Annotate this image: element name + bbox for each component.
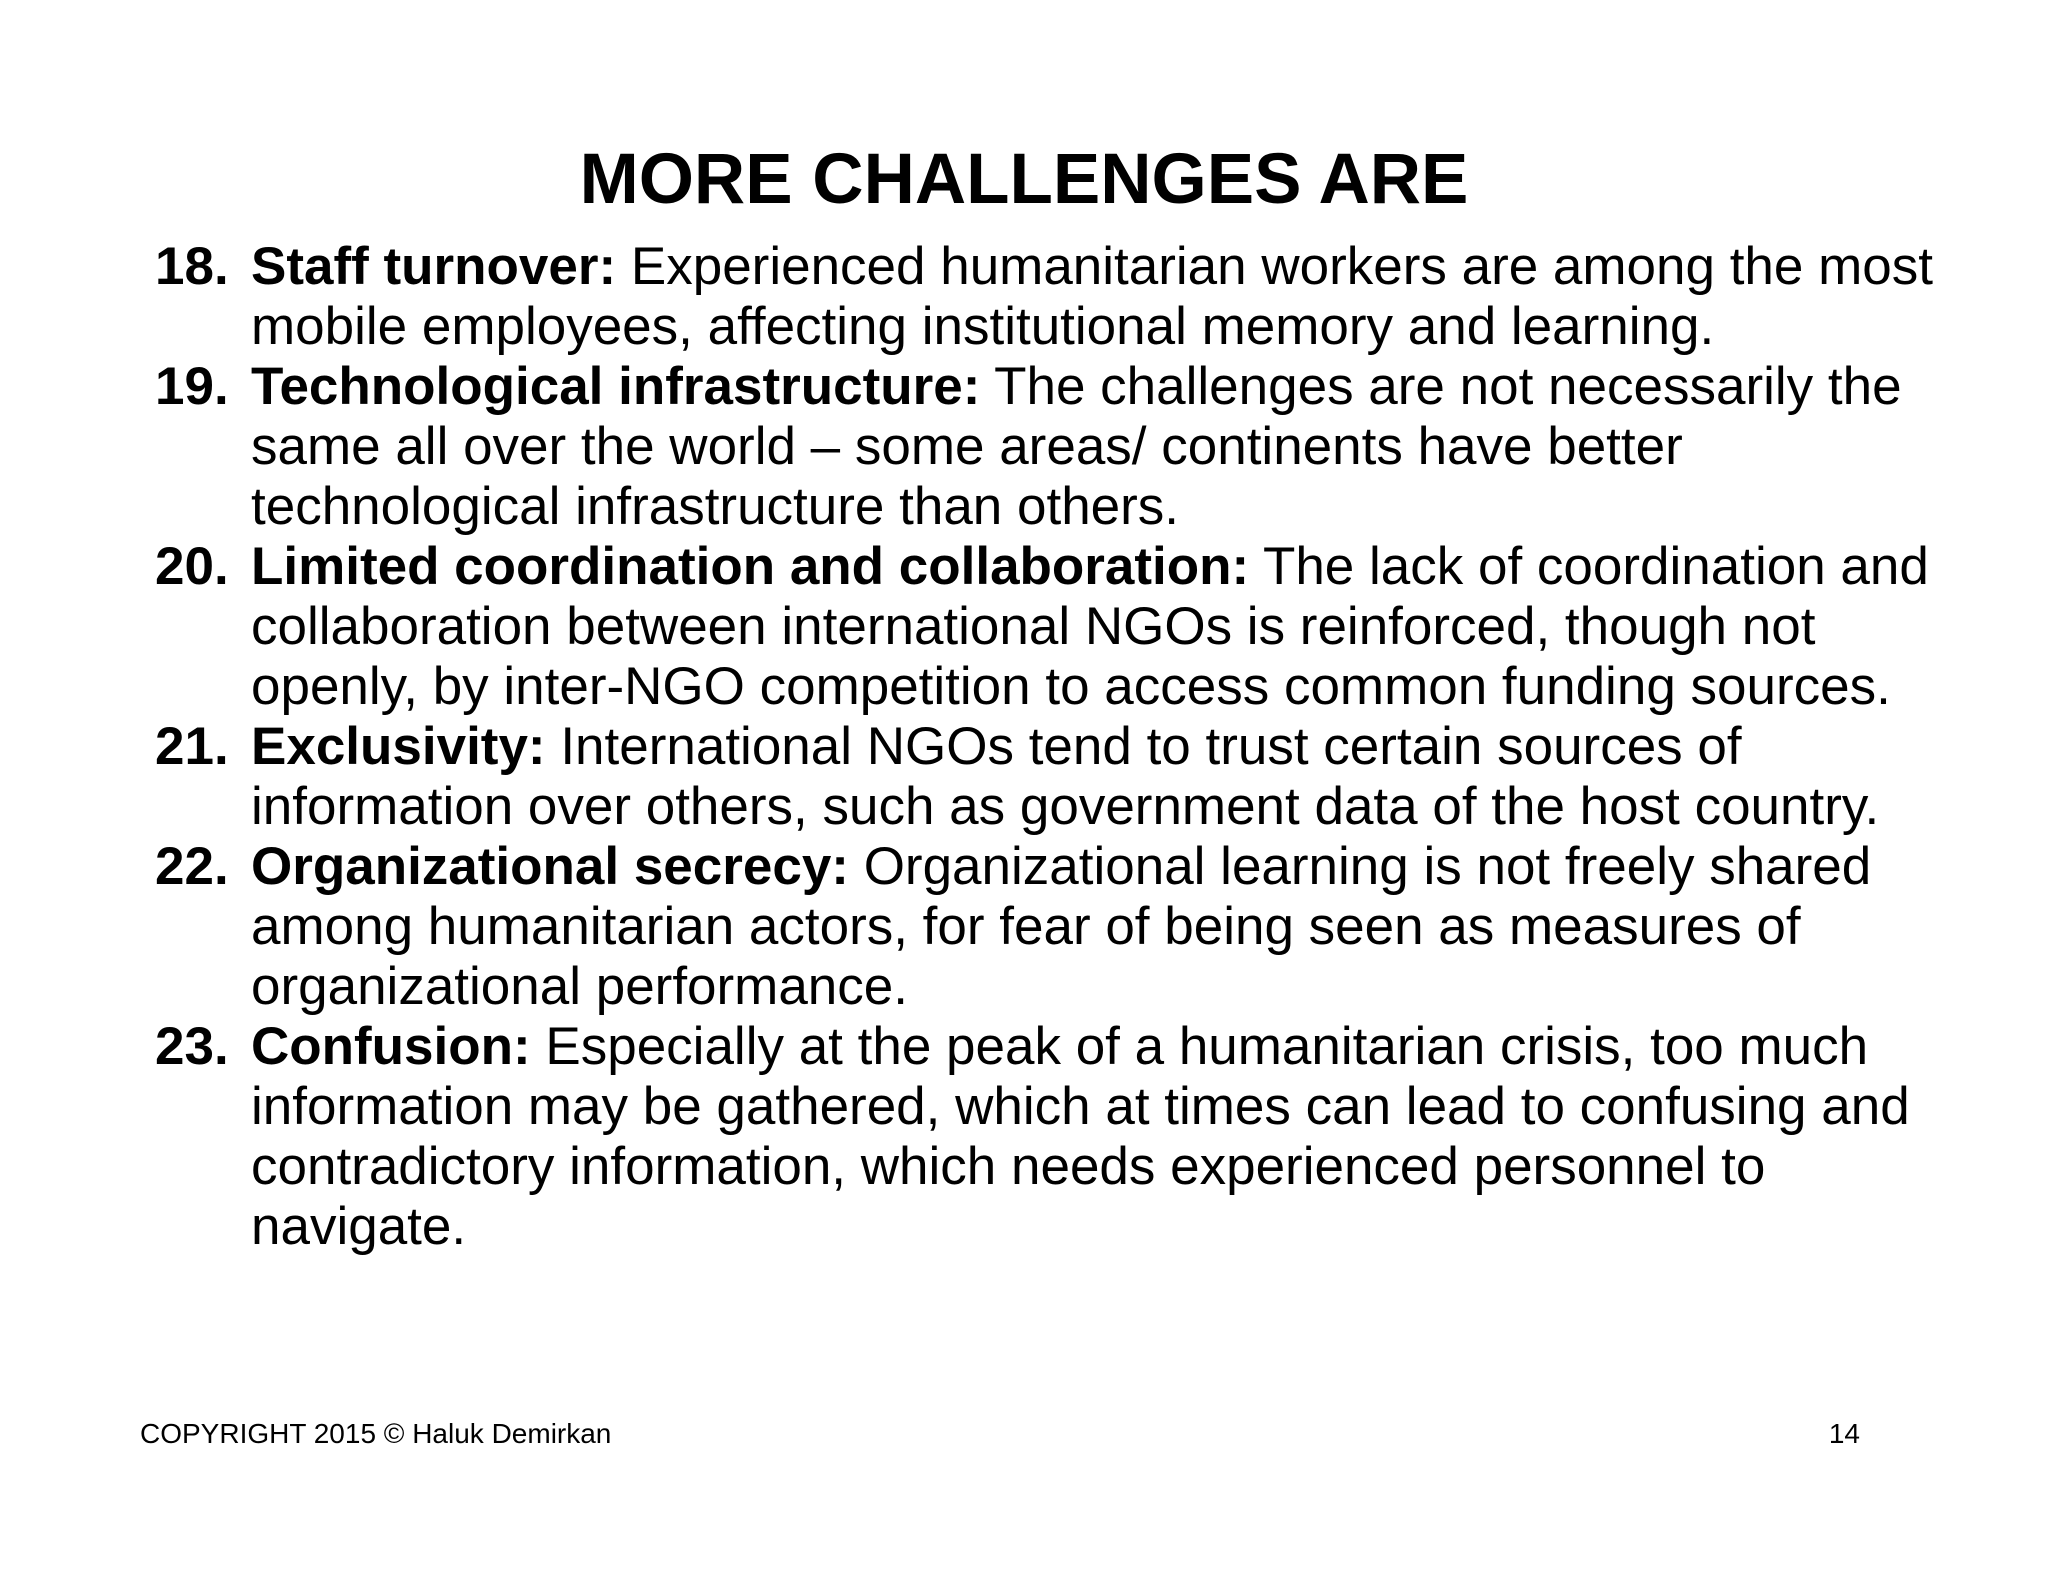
item-number: 18.: [155, 237, 229, 296]
list-item: [155, 537, 1935, 717]
item-heading: Organizational secrecy:: [251, 837, 849, 896]
list-item: [155, 717, 1935, 837]
challenge-list: [155, 237, 1935, 1257]
item-number: 21.: [155, 717, 229, 776]
item-text: Organizational learning is not freely shared among humanitarian actors, for fear of being seen as measures of organizational performance.: [251, 837, 1872, 1016]
list-item: [155, 357, 1935, 537]
list-item: [155, 237, 1935, 357]
list-item: [155, 1017, 1935, 1257]
item-number: 19.: [155, 357, 229, 416]
item-text: The lack of coordination and collaboration between international NGOs is reinforced, though not openly, by inter-NGO competition to access common funding sources.: [251, 537, 1929, 716]
item-text: International NGOs tend to trust certain sources of information over others, such as government data of the host country.: [251, 717, 1880, 836]
item-number: 20.: [155, 537, 229, 596]
item-number: 22.: [155, 837, 229, 896]
item-text: The challenges are not necessarily the same all over the world – some areas/ continents have better technological infrastructure than others.: [251, 357, 1902, 536]
item-heading: Exclusivity:: [251, 717, 546, 776]
item-number: 23.: [155, 1017, 229, 1076]
list-item: [155, 837, 1935, 1017]
item-heading: Staff turnover:: [251, 237, 617, 296]
item-heading: Technological infrastructure:: [251, 357, 981, 416]
item-text: Experienced humanitarian workers are among the most mobile employees, affecting institutional memory and learning.: [251, 237, 1933, 356]
copyright-notice: COPYRIGHT 2015 © Haluk Demirkan: [140, 1418, 612, 1449]
page-number: 14: [1828, 1418, 1860, 1449]
item-text: Especially at the peak of a humanitarian crisis, too much information may be gathered, which at times can lead to confusing and contradictory information, which needs experienced personnel to navigate.: [251, 1017, 1910, 1256]
slide-title: MORE CHALLENGES ARE: [579, 140, 1469, 219]
item-heading: Limited coordination and collaboration:: [251, 537, 1250, 596]
item-heading: Confusion:: [251, 1017, 531, 1076]
